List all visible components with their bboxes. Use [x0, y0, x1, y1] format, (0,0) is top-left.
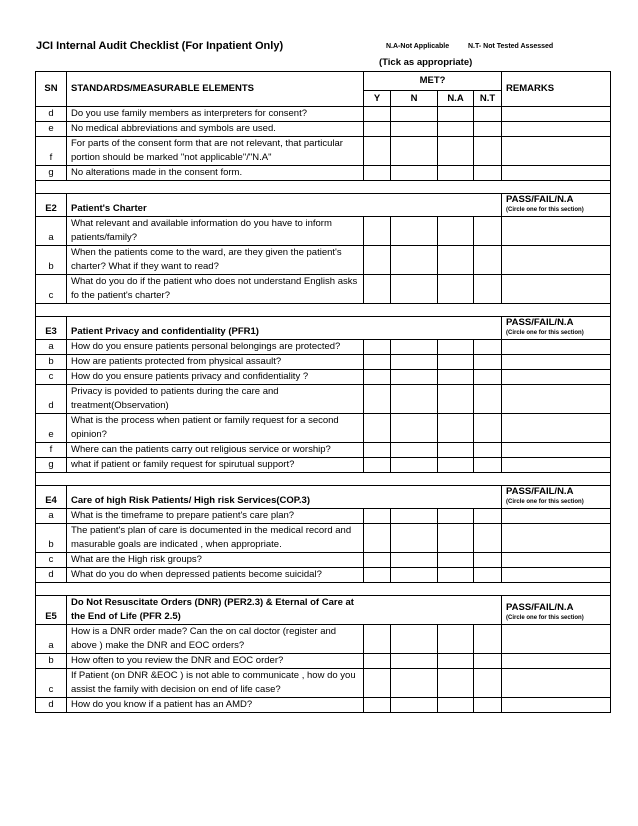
table-row: [36, 107, 611, 122]
checkbox-cell-nt[interactable]: [474, 654, 502, 669]
column-header-sn: SN: [36, 72, 67, 107]
column-header-na: N.A: [438, 91, 474, 107]
item-text: What relevant and available information do you have to inform patients/family?: [67, 217, 364, 246]
checkbox-cell-n[interactable]: [391, 625, 438, 654]
section-code: E2: [36, 194, 67, 217]
item-sn: d: [36, 698, 67, 713]
item-text: Do you use family members as interpreters for consent?: [67, 107, 364, 122]
remarks-cell[interactable]: [502, 137, 611, 166]
item-sn: c: [36, 669, 67, 698]
remarks-cell[interactable]: [502, 524, 611, 553]
checkbox-cell-n[interactable]: [391, 414, 438, 443]
remarks-cell[interactable]: [502, 568, 611, 583]
remarks-cell[interactable]: [502, 458, 611, 473]
table-row: [36, 385, 611, 414]
checkbox-cell-nt[interactable]: [474, 524, 502, 553]
checkbox-cell-nt[interactable]: [474, 458, 502, 473]
checkbox-cell-n[interactable]: [391, 553, 438, 568]
item-text: How do you know if a patient has an AMD?: [67, 698, 364, 713]
remarks-cell[interactable]: [502, 553, 611, 568]
column-header-remarks: REMARKS: [502, 72, 611, 107]
checkbox-cell-nt[interactable]: [474, 568, 502, 583]
spacer-cell: [36, 583, 611, 596]
item-text: What are the High risk groups?: [67, 553, 364, 568]
remarks-cell[interactable]: [502, 669, 611, 698]
tick-instruction: (Tick as appropriate): [379, 57, 473, 68]
checkbox-cell-na[interactable]: [438, 385, 474, 414]
item-sn: b: [36, 355, 67, 370]
checkbox-cell-nt[interactable]: [474, 246, 502, 275]
table-row: [36, 698, 611, 713]
checkbox-cell-na[interactable]: [438, 553, 474, 568]
spacer-row: [36, 583, 611, 596]
section-header-row: [36, 194, 611, 217]
checkbox-cell-nt[interactable]: [474, 122, 502, 137]
checkbox-cell-na[interactable]: [438, 137, 474, 166]
checkbox-cell-y[interactable]: [364, 340, 391, 355]
remarks-cell[interactable]: [502, 355, 611, 370]
item-text: What is the process when patient or family request for a second opinion?: [67, 414, 364, 443]
table-row: [36, 137, 611, 166]
checkbox-cell-na[interactable]: [438, 625, 474, 654]
checkbox-cell-y[interactable]: [364, 698, 391, 713]
item-text: How are patients protected from physical assault?: [67, 355, 364, 370]
table-row: [36, 414, 611, 443]
table-row: [36, 217, 611, 246]
spacer-row: [36, 304, 611, 317]
item-text: Privacy is povided to patients during the care and treatment(Observation): [67, 385, 364, 414]
item-text: What do you do if the patient who does not understand English asks fo the patient's charter?: [67, 275, 364, 304]
item-text: No alterations made in the consent form.: [67, 166, 364, 181]
column-header-standards: STANDARDS/MEASURABLE ELEMENTS: [67, 72, 364, 107]
section-code: E5: [36, 596, 67, 625]
checkbox-cell-n[interactable]: [391, 524, 438, 553]
item-text: When the patients come to the ward, are they given the patient's charter? What if they want to read?: [67, 246, 364, 275]
checkbox-cell-y[interactable]: [364, 625, 391, 654]
remarks-cell[interactable]: [502, 122, 611, 137]
checkbox-cell-n[interactable]: [391, 568, 438, 583]
pass-fail-cell[interactable]: [502, 194, 611, 217]
circle-instruction: (Circle one for this section): [506, 615, 584, 621]
header-row: [36, 72, 611, 91]
item-text: How do you ensure patients privacy and confidentiality ?: [67, 370, 364, 385]
table-row: [36, 122, 611, 137]
checkbox-cell-nt[interactable]: [474, 385, 502, 414]
checkbox-cell-y[interactable]: [364, 509, 391, 524]
table-row: [36, 458, 611, 473]
item-text: What is the timeframe to prepare patient's care plan?: [67, 509, 364, 524]
legend-not-tested: N.T- Not Tested Assessed: [468, 43, 554, 50]
checkbox-cell-nt[interactable]: [474, 669, 502, 698]
item-sn: f: [36, 443, 67, 458]
column-header-y: Y: [364, 91, 391, 107]
checkbox-cell-na[interactable]: [438, 246, 474, 275]
table-row: [36, 443, 611, 458]
pass-fail-cell[interactable]: [502, 596, 611, 625]
remarks-cell[interactable]: [502, 340, 611, 355]
checkbox-cell-y[interactable]: [364, 122, 391, 137]
item-text: How often to you review the DNR and EOC order?: [67, 654, 364, 669]
checkbox-cell-na[interactable]: [438, 107, 474, 122]
checkbox-cell-n[interactable]: [391, 509, 438, 524]
checkbox-cell-na[interactable]: [438, 698, 474, 713]
checkbox-cell-na[interactable]: [438, 524, 474, 553]
table-row: [36, 524, 611, 553]
item-sn: d: [36, 385, 67, 414]
checkbox-cell-na[interactable]: [438, 669, 474, 698]
checkbox-cell-y[interactable]: [364, 275, 391, 304]
section-header-row: [36, 596, 611, 625]
item-sn: c: [36, 275, 67, 304]
checkbox-cell-y[interactable]: [364, 553, 391, 568]
item-sn: e: [36, 122, 67, 137]
checkbox-cell-n[interactable]: [391, 137, 438, 166]
item-sn: a: [36, 340, 67, 355]
checkbox-cell-nt[interactable]: [474, 340, 502, 355]
item-text: The patient's plan of care is documented in the medical record and masurable goals are indicated , when appropriate.: [67, 524, 364, 553]
checkbox-cell-nt[interactable]: [474, 625, 502, 654]
item-sn: d: [36, 568, 67, 583]
spacer-cell: [36, 473, 611, 486]
checkbox-cell-y[interactable]: [364, 654, 391, 669]
checkbox-cell-nt[interactable]: [474, 414, 502, 443]
checkbox-cell-nt[interactable]: [474, 275, 502, 304]
item-sn: c: [36, 370, 67, 385]
item-sn: a: [36, 217, 67, 246]
remarks-cell[interactable]: [502, 246, 611, 275]
section-title: Patient's Charter: [67, 194, 502, 217]
remarks-cell[interactable]: [502, 275, 611, 304]
remarks-cell[interactable]: [502, 107, 611, 122]
item-sn: g: [36, 166, 67, 181]
checkbox-cell-n[interactable]: [391, 217, 438, 246]
checkbox-cell-y[interactable]: [364, 458, 391, 473]
checkbox-cell-na[interactable]: [438, 443, 474, 458]
table-row: [36, 625, 611, 654]
checkbox-cell-n[interactable]: [391, 166, 438, 181]
table-row: [36, 654, 611, 669]
checkbox-cell-n[interactable]: [391, 443, 438, 458]
checkbox-cell-n[interactable]: [391, 107, 438, 122]
checkbox-cell-nt[interactable]: [474, 553, 502, 568]
checkbox-cell-na[interactable]: [438, 414, 474, 443]
column-header-met: MET?: [364, 72, 502, 91]
checkbox-cell-y[interactable]: [364, 355, 391, 370]
checkbox-cell-nt[interactable]: [474, 107, 502, 122]
checkbox-cell-nt[interactable]: [474, 355, 502, 370]
remarks-cell[interactable]: [502, 370, 611, 385]
item-text: No medical abbreviations and symbols are used.: [67, 122, 364, 137]
document-title: JCI Internal Audit Checklist (For Inpatient Only): [36, 40, 284, 52]
checkbox-cell-na[interactable]: [438, 340, 474, 355]
checkbox-cell-na[interactable]: [438, 509, 474, 524]
item-text: If Patient (on DNR &EOC ) is not able to communicate , how do you assist the family with decision on end of life case?: [67, 669, 364, 698]
spacer-row: [36, 181, 611, 194]
item-sn: g: [36, 458, 67, 473]
item-sn: c: [36, 553, 67, 568]
item-sn: a: [36, 509, 67, 524]
item-text: How do you ensure patients personal belongings are protected?: [67, 340, 364, 355]
checkbox-cell-y[interactable]: [364, 524, 391, 553]
checkbox-cell-na[interactable]: [438, 654, 474, 669]
checkbox-cell-y[interactable]: [364, 669, 391, 698]
checkbox-cell-na[interactable]: [438, 458, 474, 473]
checkbox-cell-y[interactable]: [364, 443, 391, 458]
checkbox-cell-n[interactable]: [391, 370, 438, 385]
pass-fail-label: PASS/FAIL/N.A: [506, 602, 574, 613]
checkbox-cell-n[interactable]: [391, 122, 438, 137]
remarks-cell[interactable]: [502, 443, 611, 458]
checkbox-cell-y[interactable]: [364, 246, 391, 275]
checkbox-cell-nt[interactable]: [474, 370, 502, 385]
checkbox-cell-na[interactable]: [438, 166, 474, 181]
item-sn: f: [36, 137, 67, 166]
section-title: Care of high Risk Patients/ High risk Services(COP.3): [67, 486, 502, 509]
pass-fail-cell[interactable]: [502, 486, 611, 509]
item-text: Where can the patients carry out religious service or worship?: [67, 443, 364, 458]
column-header-n: N: [391, 91, 438, 107]
item-text: How is a DNR order made? Can the on cal doctor (register and above ) make the DNR and EOC orders?: [67, 625, 364, 654]
pass-fail-cell[interactable]: [502, 317, 611, 340]
checkbox-cell-na[interactable]: [438, 355, 474, 370]
checkbox-cell-nt[interactable]: [474, 217, 502, 246]
item-text: What do you do when depressed patients become suicidal?: [67, 568, 364, 583]
section-code: E4: [36, 486, 67, 509]
checkbox-cell-n[interactable]: [391, 458, 438, 473]
spacer-cell: [36, 304, 611, 317]
circle-instruction: (Circle one for this section): [506, 330, 584, 336]
section-title: Do Not Resuscitate Orders (DNR) (PER2.3) & Eternal of Care at the End of Life (PFR 2.5): [67, 596, 502, 625]
checkbox-cell-nt[interactable]: [474, 443, 502, 458]
checkbox-cell-y[interactable]: [364, 385, 391, 414]
item-sn: b: [36, 524, 67, 553]
circle-instruction: (Circle one for this section): [506, 207, 584, 213]
checkbox-cell-y[interactable]: [364, 107, 391, 122]
pass-fail-label: PASS/FAIL/N.A: [506, 317, 574, 328]
item-sn: b: [36, 246, 67, 275]
item-sn: d: [36, 107, 67, 122]
checkbox-cell-nt[interactable]: [474, 509, 502, 524]
table-row: [36, 553, 611, 568]
remarks-cell[interactable]: [502, 509, 611, 524]
remarks-cell[interactable]: [502, 698, 611, 713]
table-row: [36, 370, 611, 385]
pass-fail-label: PASS/FAIL/N.A: [506, 486, 574, 497]
section-header-row: [36, 317, 611, 340]
remarks-cell[interactable]: [502, 654, 611, 669]
table-row: [36, 275, 611, 304]
table-row: [36, 669, 611, 698]
legend-not-applicable: N.A-Not Applicable: [386, 43, 450, 50]
checkbox-cell-y[interactable]: [364, 217, 391, 246]
remarks-cell[interactable]: [502, 625, 611, 654]
section-title: Patient Privacy and confidentiality (PFR1): [67, 317, 502, 340]
checkbox-cell-y[interactable]: [364, 370, 391, 385]
remarks-cell[interactable]: [502, 414, 611, 443]
table-row: [36, 166, 611, 181]
item-text: what if patient or family request for spirutual support?: [67, 458, 364, 473]
table-row: [36, 568, 611, 583]
spacer-row: [36, 473, 611, 486]
checkbox-cell-n[interactable]: [391, 698, 438, 713]
checkbox-cell-y[interactable]: [364, 166, 391, 181]
table-row: [36, 355, 611, 370]
checkbox-cell-na[interactable]: [438, 568, 474, 583]
remarks-cell[interactable]: [502, 166, 611, 181]
column-header-nt: N.T: [474, 91, 502, 107]
spacer-cell: [36, 181, 611, 194]
checkbox-cell-y[interactable]: [364, 137, 391, 166]
checkbox-cell-n[interactable]: [391, 355, 438, 370]
remarks-cell[interactable]: [502, 217, 611, 246]
checkbox-cell-n[interactable]: [391, 275, 438, 304]
item-text: For parts of the consent form that are not relevant, that particular portion should be marked "not applicable"/"N.A": [67, 137, 364, 166]
table-row: [36, 340, 611, 355]
checkbox-cell-nt[interactable]: [474, 137, 502, 166]
table-row: [36, 246, 611, 275]
checkbox-cell-nt[interactable]: [474, 166, 502, 181]
checkbox-cell-na[interactable]: [438, 275, 474, 304]
checkbox-cell-y[interactable]: [364, 568, 391, 583]
section-header-row: [36, 486, 611, 509]
checkbox-cell-na[interactable]: [438, 217, 474, 246]
item-sn: e: [36, 414, 67, 443]
checkbox-cell-n[interactable]: [391, 340, 438, 355]
checkbox-cell-na[interactable]: [438, 122, 474, 137]
checkbox-cell-n[interactable]: [391, 669, 438, 698]
pass-fail-label: PASS/FAIL/N.A: [506, 194, 574, 205]
circle-instruction: (Circle one for this section): [506, 499, 584, 505]
audit-checklist-table: [35, 71, 611, 713]
checkbox-cell-y[interactable]: [364, 414, 391, 443]
table-row: [36, 509, 611, 524]
item-sn: b: [36, 654, 67, 669]
checkbox-cell-n[interactable]: [391, 246, 438, 275]
item-sn: a: [36, 625, 67, 654]
checkbox-cell-n[interactable]: [391, 385, 438, 414]
checkbox-cell-na[interactable]: [438, 370, 474, 385]
section-code: E3: [36, 317, 67, 340]
checkbox-cell-nt[interactable]: [474, 698, 502, 713]
checkbox-cell-n[interactable]: [391, 654, 438, 669]
remarks-cell[interactable]: [502, 385, 611, 414]
